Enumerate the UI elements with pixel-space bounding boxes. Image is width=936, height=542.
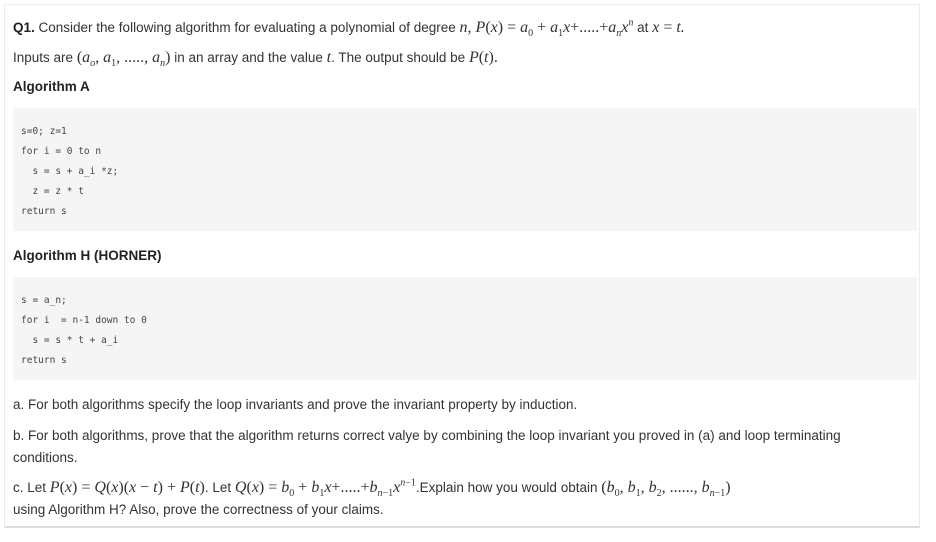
math-p-of-t: P(t). xyxy=(468,49,498,66)
part-c-explain: .Explain how you would obtain xyxy=(415,480,598,495)
question-line-1 xyxy=(13,17,685,40)
math-coefficients: ($a_o$, $a_1$, ....., $a_n$) xyxy=(76,49,171,70)
code-line: for i = n-1 down to 0 xyxy=(21,315,147,326)
part-b-text-line-1: b. For both algorithms, prove that the algorithm returns correct valye by combining the loop invariant you proved in (a) and loop terminating xyxy=(13,428,841,443)
algorithm-a-heading: Algorithm A xyxy=(13,79,90,94)
part-c-line-1 xyxy=(13,477,731,500)
code-line: return s xyxy=(21,206,67,217)
code-line: s=0; z=1 xyxy=(21,126,67,137)
math-x-equals-t: x = t. xyxy=(652,19,685,36)
inputs-suffix: . The output should be xyxy=(331,50,466,65)
at-text: at xyxy=(637,20,649,35)
algorithm-h-heading: Algorithm H (HORNER) xyxy=(13,248,162,263)
math-polynomial: n, $P(x) = a_0 + a_1x+.....+a_nx^n$ xyxy=(459,17,634,40)
math-p-decomposition: P(x) = Q(x)(x − t) + P(t) xyxy=(49,479,205,496)
part-a-text: a. For both algorithms specify the loop invariants and prove the invariant property by induction. xyxy=(13,397,578,412)
question-card xyxy=(4,4,920,528)
code-line: s = s + a_i *z; xyxy=(21,166,119,177)
part-c-mid: . Let xyxy=(204,480,232,495)
code-line: z = z * t xyxy=(21,186,84,197)
code-line: s = a_n; xyxy=(21,295,67,306)
inputs-prefix: Inputs are xyxy=(13,50,74,65)
math-q-polynomial: $Q(x) = b_0 + b_1x+.....+b_{n-1}x^{n-1}$ xyxy=(234,477,416,500)
question-label: Q1. xyxy=(13,20,35,35)
math-b-coefficients: ($b_0$, $b_1$, $b_2$, ......, $b_{n-1}$) xyxy=(601,479,731,500)
inputs-mid: in an array and the value xyxy=(174,50,323,65)
code-line: return s xyxy=(21,355,67,366)
part-c-prefix: c. Let xyxy=(13,480,47,495)
part-b-text-line-2: conditions. xyxy=(13,450,78,465)
algorithm-h-code-block xyxy=(13,277,917,380)
code-line: for i = 0 to n xyxy=(21,146,102,157)
math-t: t xyxy=(326,49,332,66)
code-line: s = s * t + a_i xyxy=(21,335,119,346)
part-c-line-2: using Algorithm H? Also, prove the correctness of your claims. xyxy=(13,502,384,517)
algorithm-a-code-block xyxy=(13,108,917,231)
question-line-2 xyxy=(13,49,498,70)
question-intro-text: Consider the following algorithm for evaluating a polynomial of degree xyxy=(34,20,456,35)
